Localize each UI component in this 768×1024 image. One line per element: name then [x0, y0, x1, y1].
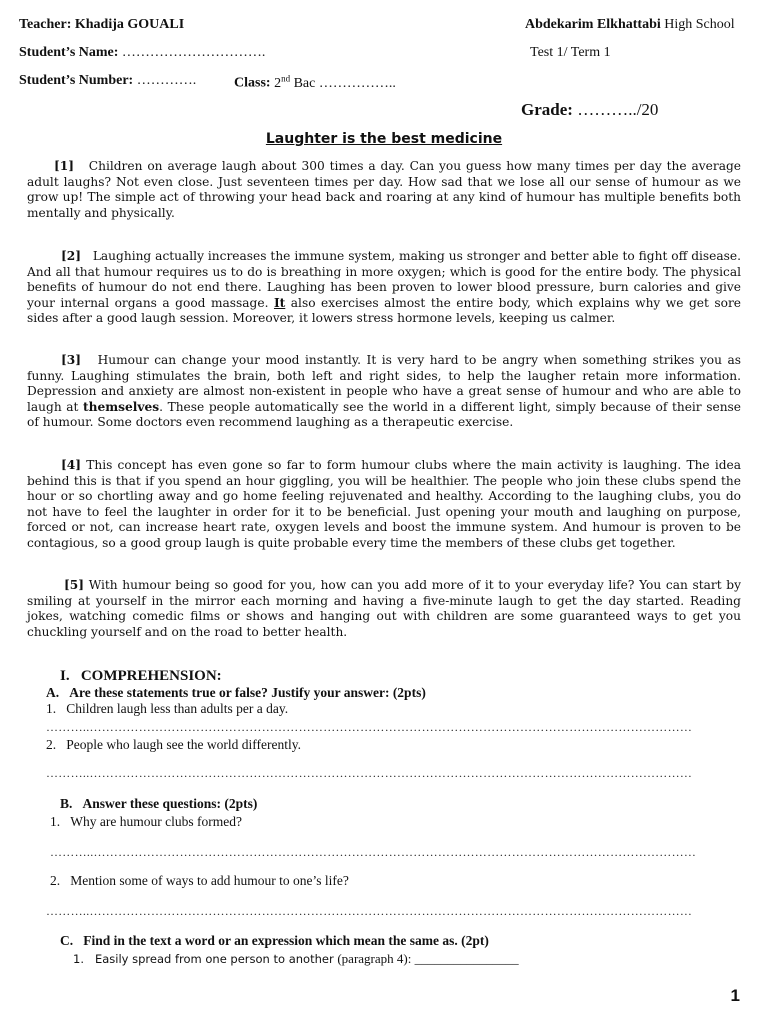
paragraph-1: [1] Children on average laugh about 300 times a day. Can you guess how many times per day the average adult laughs? Not even close. Just seventeen times per day. How sad that we lose all our sense of humour as we grow up! The simple act of throwing your head back and roaring at any kind of humour has multiple benefits both mentally and physically.: [27, 159, 741, 220]
grade-field[interactable]: ………../20: [577, 100, 659, 119]
teacher-line: [19, 17, 184, 33]
page-number: 1: [730, 986, 740, 1005]
part-b-instruction: B. Answer these questions: (2pts): [60, 796, 258, 811]
passage-title: Laughter is the best medicine: [265, 131, 503, 147]
part-c-answer-blank[interactable]: (paragraph 4): ________________: [337, 951, 519, 966]
student-number-field[interactable]: ………….: [136, 73, 197, 88]
class-line: [234, 73, 396, 92]
paragraph-4: [4] This concept has even gone so far to form humour clubs where the main activity is laughing. The idea behind this is that if you spend an hour giggling, you will be healthier. The people who join these clubs spend the hour or so chortling away and go home feeling rejuvenated and healthy. According to the laughing clubs, you do not have to feel the laughter in order for it to be beneficial. Just opening your mouth and laughing on purpose, forced or not, can increase heart rate, oxygen levels and boost the immune system. And humour is proven to be contagious, so a good group laugh is quite probable every time the members of these clubs get together.: [27, 458, 742, 550]
teacher-name: Khadija GOUALI: [74, 17, 185, 32]
student-name-label: Student’s Name:: [19, 45, 119, 60]
part-a-item-1: 1. Children laugh less than adults per a day.: [46, 701, 289, 716]
paragraph-2: [2] Laughing actually increases the immune system, making us stronger and better able to fight off disease. And all that humour requires us to do is breathing in more oxygen; which is good for the entire body. The physical benefits of humour do not end there. Laughing has been proven to lower blood pressure, burn calories and give your internal organs a good massage. It also exercises almost the entire body, which explains why we get sore sides after a good laugh session. Moreover, it lowers stress hormone levels, keeping us calmer.: [27, 249, 741, 326]
part-b-item-1: 1. Why are humour clubs formed?: [50, 814, 242, 829]
section-heading: I. COMPREHENSION:: [60, 668, 222, 684]
test-info: Test 1/ Term 1: [530, 45, 611, 60]
paragraph-3: [3] Humour can change your mood instantly. It is very hard to be angry when something strikes you as funny. Laughing stimulates the brain, both left and right sides, to help the laugher retain more information. Depression and anxiety are almost non-existent in people who have a great sense of humour and who are able to laugh at themselves. These people automatically see the world in a different light, simply because of their sense of humour. Some doctors even recommend laughing as a therapeutic exercise.: [27, 353, 742, 430]
student-name-field[interactable]: ………………………….: [121, 45, 266, 60]
student-name-line: [19, 45, 265, 61]
student-number-label: Student’s Number:: [19, 73, 134, 88]
grade-line: [521, 100, 658, 120]
school-name: Abdekarim Elkhattabi: [525, 17, 661, 32]
student-number-line: [19, 73, 196, 89]
school-line: [525, 17, 735, 33]
part-b-item-2: 2. Mention some of ways to add humour to one’s life?: [50, 873, 349, 888]
answer-line-a2[interactable]: ………..…………………………………………………………………………………………………………………………………: [46, 766, 693, 780]
grade-label: Grade:: [521, 100, 573, 119]
part-a-instruction: A. Are these statements true or false? Justify your answer: (2pts): [46, 685, 426, 700]
answer-line-b2[interactable]: ………..…………………………………………………………………………………………………………………………………: [46, 904, 693, 918]
part-a-item-2: 2. People who laugh see the world differently.: [46, 737, 301, 752]
class-value: 2nd Bac ……………..: [274, 73, 396, 91]
paragraph-5: [5] With humour being so good for you, how can you add more of it to your everyday life? You can start by smiling at yourself in the mirror each morning and having a five-minute laugh to get the day started. Reading jokes, watching comedic films or shows and hanging out with children are some guaranteed ways to get you chuckling yourself and on the road to better health.: [27, 578, 741, 639]
answer-line-b1[interactable]: ………..…………………………………………………………………………………………………………………………………: [50, 845, 697, 859]
teacher-label: Teacher:: [19, 17, 72, 32]
school-suffix: High School: [664, 17, 735, 32]
part-c-item-1: 1. Easily spread from one person to another (paragraph 4): ________________: [73, 951, 519, 966]
part-c-instruction: C. Find in the text a word or an expression which mean the same as. (2pt): [60, 933, 489, 948]
answer-line-a1[interactable]: ………..…………………………………………………………………………………………………………………………………: [46, 720, 693, 734]
class-label: Class:: [234, 75, 271, 91]
